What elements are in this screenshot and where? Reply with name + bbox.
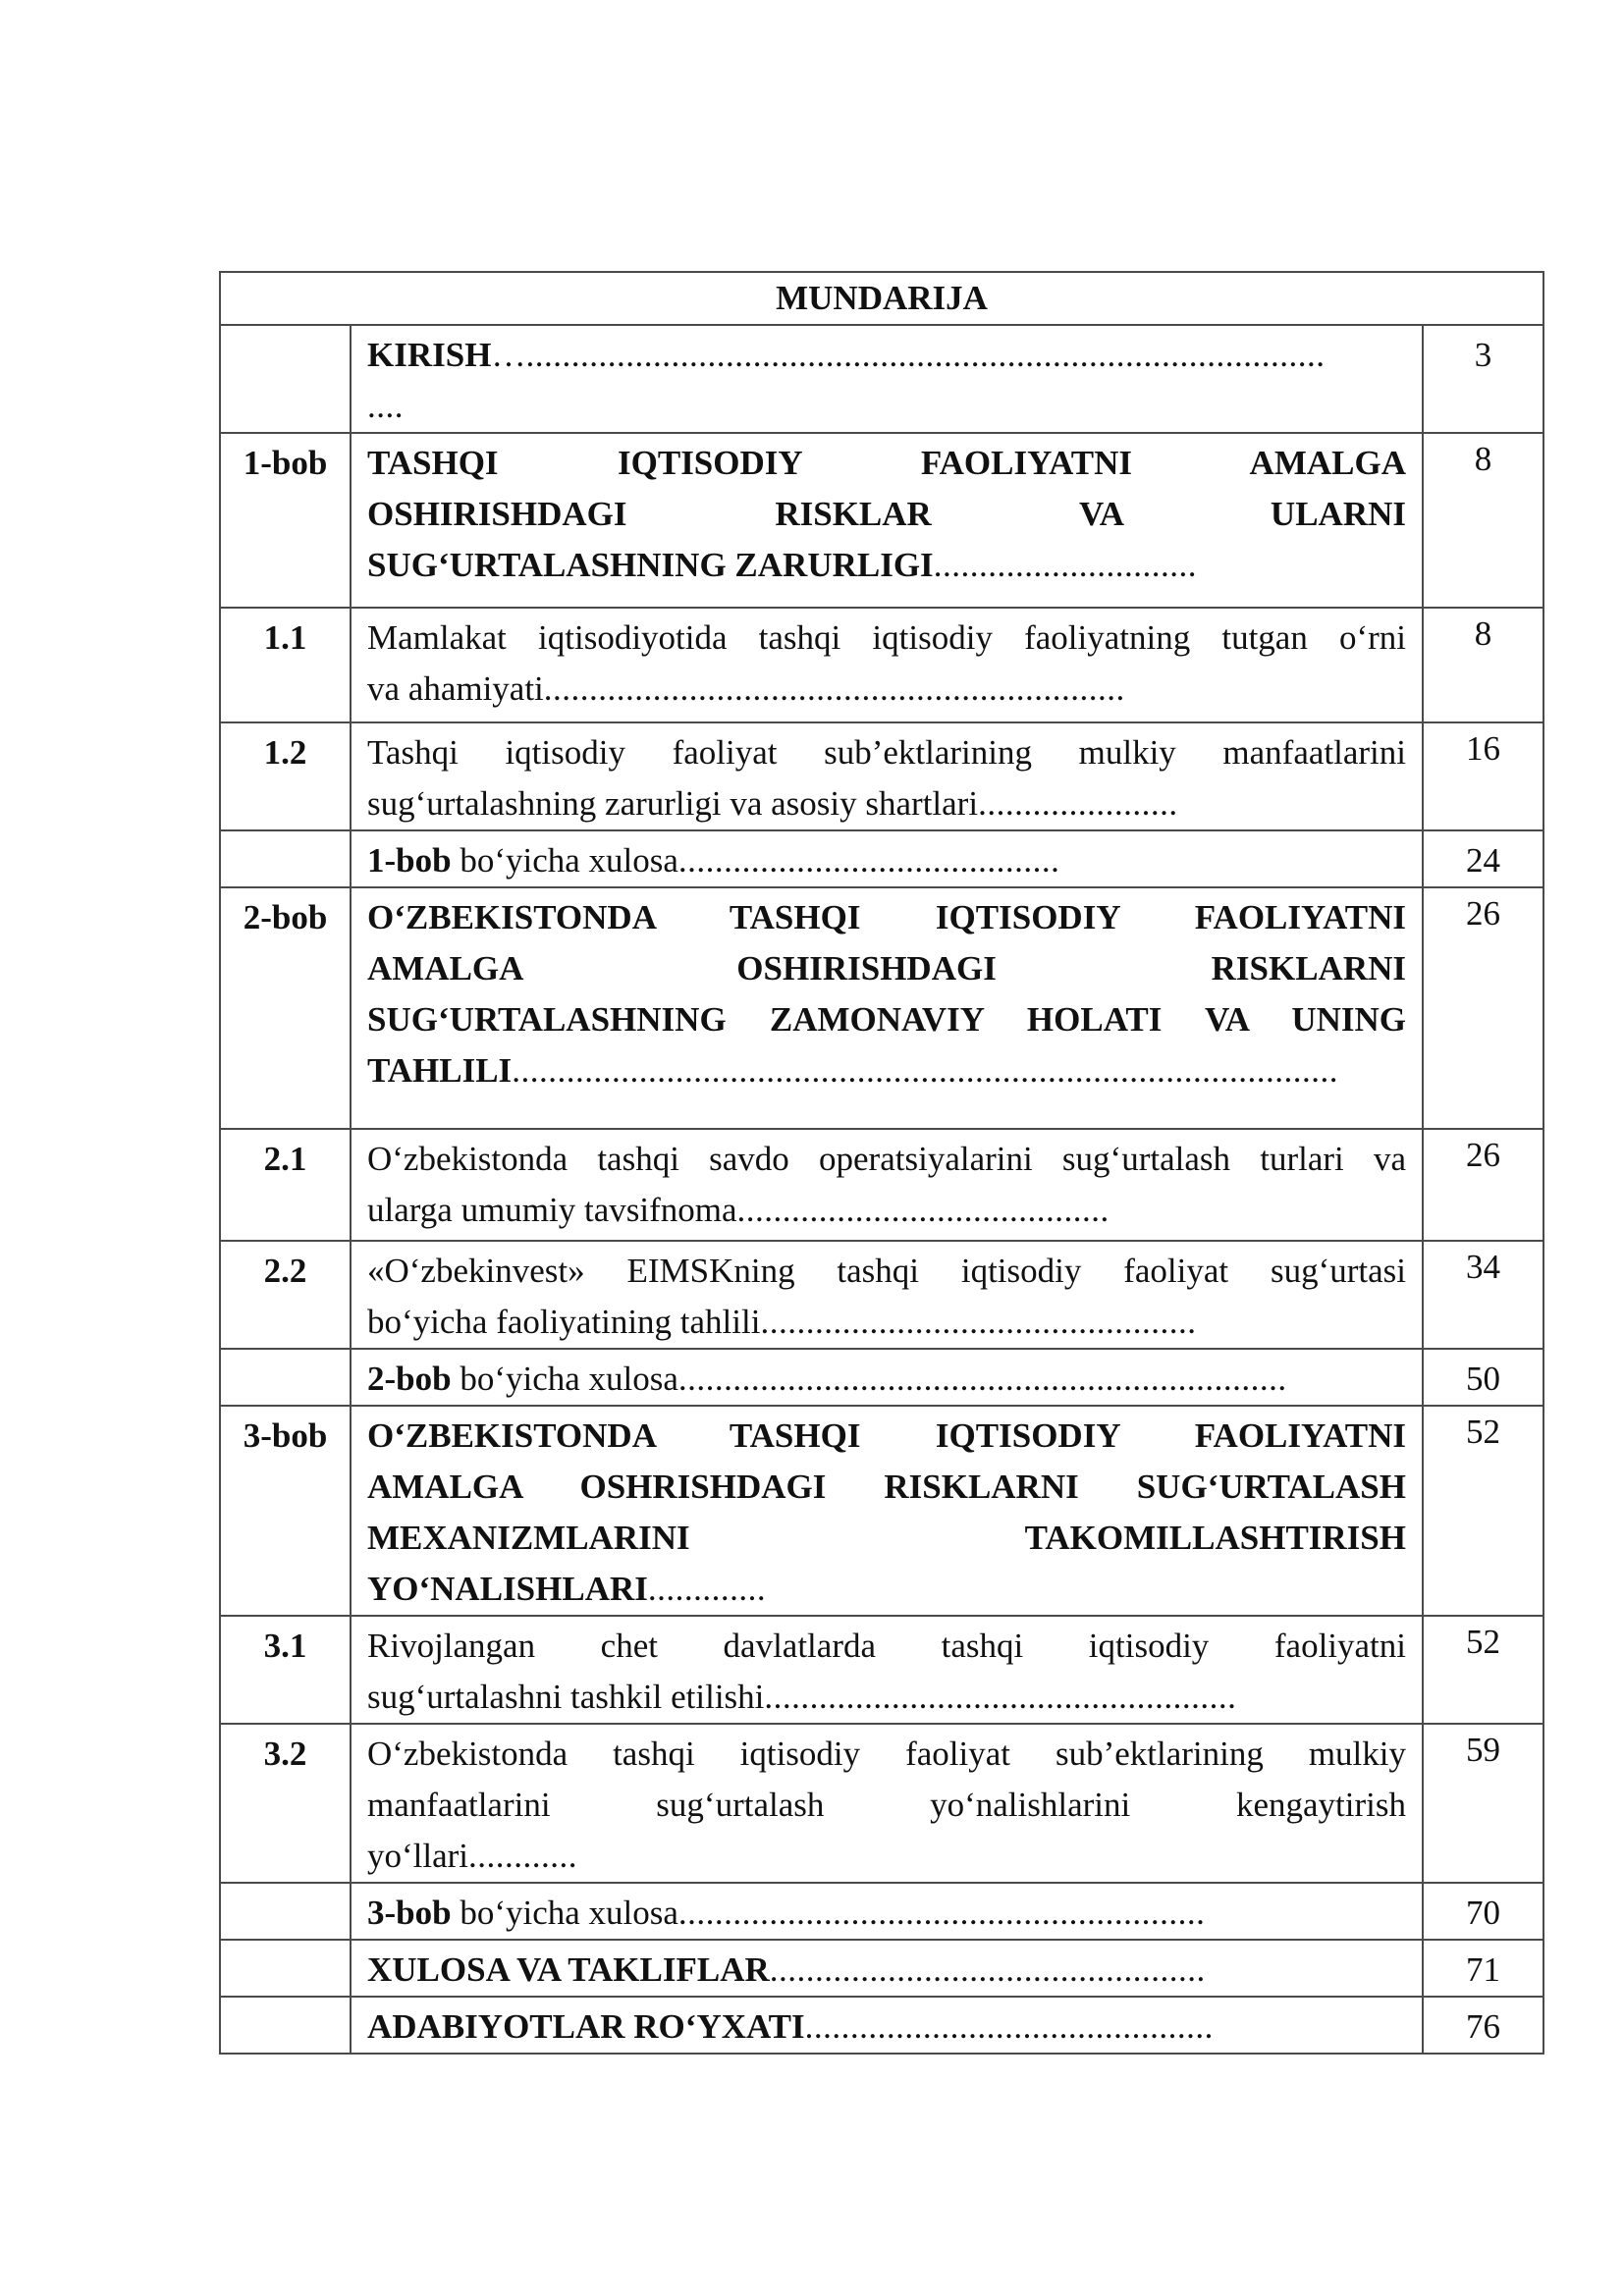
toc-title-bold-text: ADABIYOTLAR RO‘YXATI: [367, 2007, 805, 2046]
toc-row-title: [351, 1724, 1423, 1883]
toc-title-line: [367, 1564, 1406, 1615]
toc-heading: MUNDARIJA: [220, 272, 1543, 325]
toc-leader-dots: ................................................................: [543, 669, 1125, 708]
toc-title-line: [367, 540, 1406, 591]
toc-page-number: 52: [1423, 1616, 1543, 1724]
toc-row-title: [351, 1883, 1423, 1940]
toc-title-bold-text: SUG‘URTALASHNING ZAMONAVIY HOLATI VA UNING: [367, 1000, 1406, 1039]
toc-title-line: [367, 1780, 1406, 1831]
toc-title-line: [367, 1945, 1406, 1996]
toc-page-number: 26: [1423, 887, 1543, 1129]
toc-row-title: [351, 325, 1423, 433]
toc-title-text: bo‘yicha xulosa: [451, 1360, 678, 1398]
toc-title-line: [367, 381, 1406, 432]
toc-title-line: [367, 2002, 1406, 2053]
toc-title-line: [367, 1513, 1406, 1564]
toc-row: [220, 325, 1543, 433]
toc-title-bold-text: O‘ZBEKISTONDA TASHQI IQTISODIY FAOLIYATNI: [367, 898, 1406, 936]
toc-row: [220, 722, 1543, 830]
toc-page-number: 59: [1423, 1724, 1543, 1883]
toc-page-number: 8: [1423, 608, 1543, 722]
toc-title-text: O‘zbekistonda tashqi iqtisodiy faoliyat sub’ektlarining mulkiy: [367, 1735, 1406, 1773]
toc-leader-dots: .............................................: [804, 2007, 1214, 2046]
toc-page-number: 52: [1423, 1406, 1543, 1616]
toc-title-bold-text: 3-bob: [367, 1894, 452, 1932]
toc-page-number: 16: [1423, 722, 1543, 830]
toc-title-bold-text: 2-bob: [367, 1360, 452, 1398]
toc-row: [220, 1241, 1543, 1349]
toc-row-number: [220, 1940, 351, 1997]
toc-row-number: [220, 1349, 351, 1406]
toc-title-line: [367, 727, 1406, 778]
toc-title-line: [367, 778, 1406, 829]
toc-title-bold-text: KIRISH: [367, 336, 492, 374]
toc-title-text: yo‘llari: [367, 1837, 469, 1875]
toc-title-bold-text: MEXANIZMLARINI TAKOMILLASHTIRISH: [367, 1519, 1406, 1557]
toc-title-bold-text: OSHIRISHDAGI RISKLAR VA ULARNI: [367, 495, 1406, 533]
toc-row-number: 3-bob: [220, 1406, 351, 1616]
toc-row-title: [351, 722, 1423, 830]
toc-page-number: 71: [1423, 1940, 1543, 1997]
toc-title-text: O‘zbekistonda tashqi savdo operatsiyalarini sug‘urtalash turlari va: [367, 1140, 1406, 1178]
toc-title-line: [367, 664, 1406, 715]
toc-row-title: [351, 887, 1423, 1129]
toc-title-line: [367, 1134, 1406, 1185]
toc-title-text: bo‘yicha xulosa: [451, 1894, 678, 1932]
toc-title-line: [367, 1246, 1406, 1297]
toc-title-line: [367, 835, 1406, 886]
toc-title-text: Mamlakat iqtisodiyotida tashqi iqtisodiy faoliyatning tutgan o‘rni: [367, 618, 1406, 657]
toc-title-line: [367, 613, 1406, 664]
toc-page-number: 34: [1423, 1241, 1543, 1349]
toc-title-line: [367, 330, 1406, 381]
toc-title-line: [367, 1354, 1406, 1405]
toc-title-bold-text: YO‘NALISHLARI: [367, 1570, 648, 1608]
toc-row-number: 1-bob: [220, 433, 351, 608]
toc-leader-dots: ........................................................................................: [525, 336, 1326, 374]
toc-title-text: «O‘zbekinvest» EIMSKning tashqi iqtisodiy faoliyat sug‘urtasi: [367, 1252, 1406, 1290]
toc-title-bold-text: TASHQI IQTISODIY FAOLIYATNI AMALGA: [367, 444, 1406, 482]
toc-row-number: 3.2: [220, 1724, 351, 1883]
toc-title-text: ularga umumiy tavsifnoma: [367, 1191, 737, 1229]
toc-title-bold-text: AMALGA OSHIRISHDAGI RISKLARNI: [367, 949, 1406, 988]
toc-leader-dots: ............: [468, 1837, 578, 1875]
toc-row-title: [351, 433, 1423, 608]
toc-page-number: 8: [1423, 433, 1543, 608]
toc-title-text: …: [491, 336, 526, 374]
toc-row-number: 1.2: [220, 722, 351, 830]
toc-title-line: [367, 438, 1406, 489]
toc-page-number: 3: [1423, 325, 1543, 433]
toc-page-number: 26: [1423, 1129, 1543, 1241]
toc-row-number: 1.1: [220, 608, 351, 722]
toc-row-number: [220, 1997, 351, 2054]
toc-title-line: [367, 1462, 1406, 1513]
toc-title-line: [367, 1621, 1406, 1672]
toc-row-title: [351, 1129, 1423, 1241]
toc-leader-dots: ..........................................................: [677, 1894, 1206, 1932]
toc-row-title: [351, 1940, 1423, 1997]
toc-title-line: [367, 1729, 1406, 1780]
toc-page-number: 50: [1423, 1349, 1543, 1406]
toc-title-text: bo‘yicha xulosa: [451, 841, 678, 880]
toc-leader-dots: .............................: [933, 546, 1197, 584]
toc-title-bold-text: O‘ZBEKISTONDA TASHQI IQTISODIY FAOLIYATNI: [367, 1416, 1406, 1455]
toc-heading-row: [220, 272, 1543, 325]
toc-row-title: [351, 1241, 1423, 1349]
toc-title-bold-text: 1-bob: [367, 841, 452, 880]
toc-page-number: 70: [1423, 1883, 1543, 1940]
toc-title-line: [367, 1045, 1406, 1096]
toc-title-line: [367, 1411, 1406, 1462]
toc-row-title: [351, 1406, 1423, 1616]
toc-title-line: [367, 1185, 1406, 1236]
toc-title-bold-text: XULOSA VA TAKLIFLAR: [367, 1950, 770, 1989]
toc-row-title: [351, 608, 1423, 722]
toc-leader-dots: ..........................................: [677, 841, 1060, 880]
toc-row: [220, 1406, 1543, 1616]
toc-row-number: 2-bob: [220, 887, 351, 1129]
toc-title-text: va ahamiyati: [367, 669, 544, 708]
toc-title-line: [367, 489, 1406, 540]
toc-row: [220, 1129, 1543, 1241]
toc-row: [220, 608, 1543, 722]
toc-title-line: [367, 1672, 1406, 1723]
toc-title-line: [367, 1831, 1406, 1882]
toc-row-number: 2.1: [220, 1129, 351, 1241]
toc-row: [220, 1349, 1543, 1406]
toc-title-text: sug‘urtalashni tashkil etilishi: [367, 1678, 765, 1716]
toc-title-text: Rivojlangan chet davlatlarda tashqi iqtisodiy faoliyatni: [367, 1627, 1406, 1665]
toc-title-bold-text: TAHLILI: [367, 1051, 513, 1090]
toc-leader-dots: ....................................................: [764, 1678, 1237, 1716]
toc-title-bold-text: AMALGA OSHRISHDAGI RISKLARNI SUG‘URTALASH: [367, 1468, 1406, 1506]
table-of-contents: [219, 271, 1544, 2055]
toc-page-number: 76: [1423, 1997, 1543, 2054]
toc-title-text: Tashqi iqtisodiy faoliyat sub’ektlarining mulkiy manfaatlarini: [367, 733, 1406, 772]
toc-row-number: [220, 325, 351, 433]
toc-row-title: [351, 830, 1423, 887]
toc-title-line: [367, 994, 1406, 1045]
toc-leader-dots: ................................................: [769, 1950, 1206, 1989]
toc-row: [220, 830, 1543, 887]
toc-title-bold-text: SUG‘URTALASHNING ZARURLIGI: [367, 546, 934, 584]
toc-title-text: manfaatlarini sug‘urtalash yo‘nalishlarini kengaytirish: [367, 1786, 1406, 1824]
toc-page-number: 24: [1423, 830, 1543, 887]
toc-row-number: 2.2: [220, 1241, 351, 1349]
toc-row-number: 3.1: [220, 1616, 351, 1724]
toc-row-title: [351, 1349, 1423, 1406]
toc-row: [220, 1997, 1543, 2054]
toc-title-line: [367, 1297, 1406, 1348]
toc-title-line: [367, 1888, 1406, 1939]
toc-leader-dots: .........................................: [736, 1191, 1110, 1229]
toc-row: [220, 1724, 1543, 1883]
toc-row-number: [220, 1883, 351, 1940]
toc-leader-dots: ...........................................................................................: [512, 1051, 1338, 1090]
toc-leader-dots: .............: [647, 1570, 767, 1608]
toc-leader-dots: ......................: [978, 784, 1178, 823]
toc-row-title: [351, 1616, 1423, 1724]
toc-row: [220, 1883, 1543, 1940]
toc-row-title: [351, 1997, 1423, 2054]
toc-row: [220, 1940, 1543, 1997]
toc-leader-dots: ................................................: [760, 1303, 1197, 1341]
toc-title-text: bo‘yicha faoliyatining tahlili: [367, 1303, 761, 1341]
toc-row: [220, 433, 1543, 608]
toc-leader-dots: ...................................................................: [677, 1360, 1287, 1398]
toc-leader-dots: ....: [367, 387, 404, 425]
toc-row: [220, 887, 1543, 1129]
toc-title-line: [367, 892, 1406, 943]
toc-title-line: [367, 943, 1406, 994]
toc-row-number: [220, 830, 351, 887]
toc-row: [220, 1616, 1543, 1724]
toc-title-text: sug‘urtalashning zarurligi va asosiy shartlari: [367, 784, 979, 823]
